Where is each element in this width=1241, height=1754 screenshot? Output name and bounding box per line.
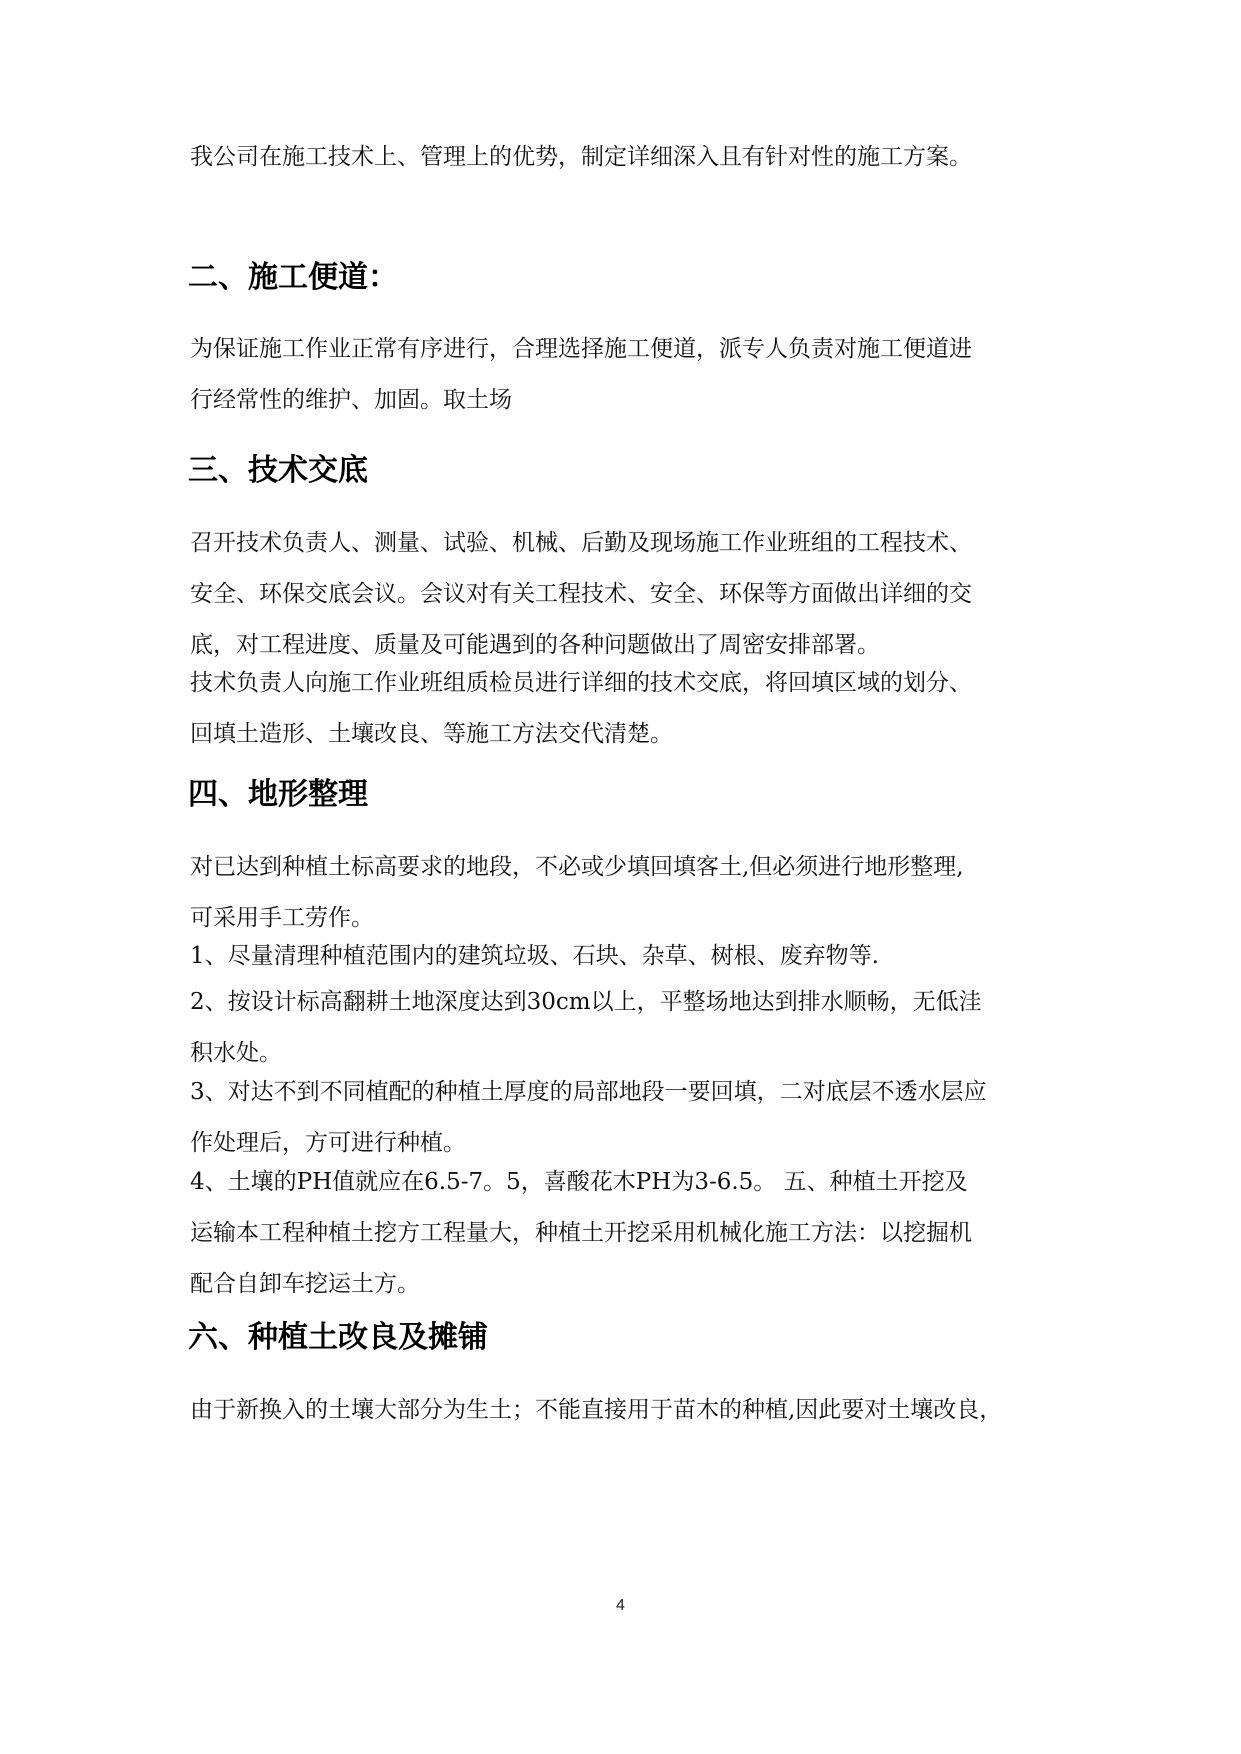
text-line: 2、按设计标高翻耕土地深度达到30cm以上，平整场地达到排水顺畅，无低洼 <box>190 989 982 1015</box>
text-line: 我公司在施工技术上、管理上的优势，制定详细深入且有针对性的施工方案。 <box>190 144 972 170</box>
text-line: 底，对工程进度、质量及可能遇到的各种问题做出了周密安排部署。 <box>190 632 880 658</box>
list-item-4 <box>190 1157 1060 1310</box>
text-line: 3、对达不到不同植配的种植土厚度的局部地段一要回填，二对底层不透水层应 <box>190 1079 987 1105</box>
text-line: 为保证施工作业正常有序进行，合理选择施工便道，派专人负责对施工便道进 <box>190 336 972 362</box>
text-line: 技术负责人向施工作业班组质检员进行详细的技术交底，将回填区域的划分、 <box>190 670 972 696</box>
text-line: 配合自卸车挖运土方。 <box>190 1271 420 1297</box>
text-line: 召开技术负责人、测量、试验、机械、后勤及现场施工作业班组的工程技术、 <box>190 530 972 556</box>
heading-construction-access-road: 二、施工便道： <box>188 260 398 295</box>
list-item-2 <box>190 977 1060 1079</box>
page-number: 4 <box>616 1597 625 1614</box>
paragraph-terrain-intro <box>190 842 1060 944</box>
paragraph-soil-improvement <box>190 1385 1060 1436</box>
heading-terrain-grading: 四、地形整理 <box>188 777 368 812</box>
text-line: 行经常性的维护、加固。取土场 <box>190 387 512 413</box>
list-item-1 <box>190 931 1060 982</box>
text-line: 积水处。 <box>190 1040 282 1066</box>
text-line: 可采用手工劳作。 <box>190 905 374 931</box>
paragraph-briefing-team <box>190 658 1060 760</box>
text-line: 1、尽量清理种植范围内的建筑垃圾、石块、杂草、树根、废弃物等. <box>190 943 879 969</box>
paragraph-briefing-meeting <box>190 518 1060 671</box>
list-item-3 <box>190 1067 1060 1169</box>
text-line: 对已达到种植土标高要求的地段，不必或少填回填客土,但必须进行地形整理, <box>190 854 964 880</box>
paragraph-access-road <box>190 324 1060 426</box>
text-line: 4、土壤的PH值就应在6.5-7。5，喜酸花木PH为3-6.5。 五、种植土开挖及 <box>190 1169 968 1195</box>
text-line: 回填土造形、土壤改良、等施工方法交代清楚。 <box>190 721 673 747</box>
text-line: 作处理后，方可进行种植。 <box>190 1130 466 1156</box>
heading-soil-improvement: 六、种植土改良及摊铺 <box>188 1320 488 1355</box>
text-line: 由于新换入的土壤大部分为生土；不能直接用于苗木的种植,因此要对土壤改良， <box>190 1397 1003 1423</box>
heading-technical-briefing: 三、技术交底 <box>188 453 368 488</box>
text-line: 安全、环保交底会议。会议对有关工程技术、安全、环保等方面做出详细的交 <box>190 581 972 607</box>
paragraph-intro <box>190 132 1060 183</box>
text-line: 运输本工程种植土挖方工程量大，种植土开挖采用机械化施工方法：以挖掘机 <box>190 1220 972 1246</box>
